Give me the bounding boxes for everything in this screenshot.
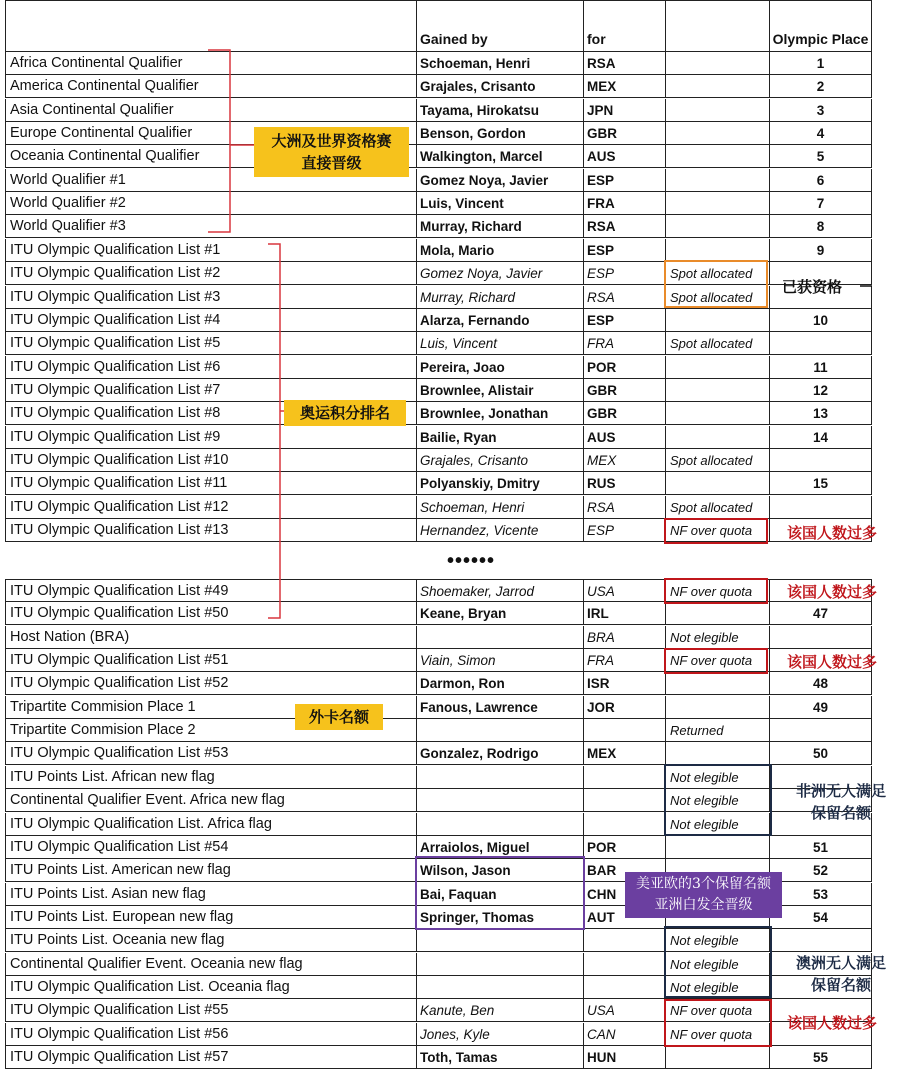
note-africa-line2: 保留名额 <box>810 804 871 822</box>
row-status: NF over quota <box>666 519 770 542</box>
row-label: ITU Olympic Qualification List #11 <box>5 472 417 495</box>
note-over-quota-13: 该国人数过多 <box>787 524 878 542</box>
row-label: ITU Points List. European new flag <box>5 906 417 929</box>
row-status: Returned <box>666 719 770 742</box>
row-label: ITU Olympic Qualification List #56 <box>5 1023 417 1046</box>
row-gained-by: Gonzalez, Rodrigo <box>417 742 584 765</box>
row-gained-by: Brownlee, Jonathan <box>417 402 584 425</box>
row-gained-by: Schoeman, Henri <box>417 496 584 519</box>
row-label: ITU Points List. Oceania new flag <box>5 929 417 952</box>
row-label: ITU Points List. American new flag <box>5 859 417 882</box>
callout-aae-line1: 美亚欧的3个保留名额 <box>636 876 771 892</box>
row-label: ITU Olympic Qualification List #13 <box>5 519 417 542</box>
row-olympic-place: 11 <box>770 356 872 379</box>
row-label: ITU Olympic Qualification List. Oceania flag <box>5 976 417 999</box>
row-olympic-place: 55 <box>770 1046 872 1069</box>
row-label: ITU Olympic Qualification List #53 <box>5 742 417 765</box>
row-olympic-place: 3 <box>770 99 872 122</box>
box-spot-allocated <box>664 260 768 308</box>
note-over-quota-51: 该国人数过多 <box>787 653 878 671</box>
row-for: JPN <box>584 99 666 122</box>
row-status: Not elegible <box>666 929 770 952</box>
row-gained-by: Gomez Noya, Javier <box>417 169 584 192</box>
row-label: Asia Continental Qualifier <box>5 99 417 122</box>
row-label: ITU Olympic Qualification List #5 <box>5 332 417 355</box>
row-label: Tripartite Commision Place 2 <box>5 719 417 742</box>
row-olympic-place: 53 <box>770 883 872 906</box>
row-status: NF over quota <box>666 1023 770 1046</box>
row-status: Spot allocated <box>666 332 770 355</box>
box-oceania <box>664 926 772 998</box>
row-for: GBR <box>584 122 666 145</box>
row-for: FRA <box>584 332 666 355</box>
row-for: RSA <box>584 496 666 519</box>
row-gained-by: Bailie, Ryan <box>417 426 584 449</box>
row-gained-by: Bai, Faquan <box>417 883 584 906</box>
row-for: ESP <box>584 239 666 262</box>
row-olympic-place: 12 <box>770 379 872 402</box>
bracket-ranking <box>268 244 280 618</box>
row-label: Africa Continental Qualifier <box>5 52 417 75</box>
row-status: Spot allocated <box>666 262 770 285</box>
row-status: Spot allocated <box>666 449 770 472</box>
row-for: AUS <box>584 426 666 449</box>
row-status: Spot allocated <box>666 496 770 519</box>
row-for: AUS <box>584 145 666 168</box>
row-olympic-place: 15 <box>770 472 872 495</box>
row-label: Continental Qualifier Event. Oceania new flag <box>5 953 417 976</box>
row-for: CAN <box>584 1023 666 1046</box>
row-olympic-place: 10 <box>770 309 872 332</box>
row-for: MEX <box>584 75 666 98</box>
row-gained-by: Grajales, Crisanto <box>417 449 584 472</box>
row-gained-by: Walkington, Marcel <box>417 145 584 168</box>
row-gained-by: Alarza, Fernando <box>417 309 584 332</box>
row-label: ITU Olympic Qualification List #49 <box>5 579 417 602</box>
note-africa-line1: 非洲无人满足 <box>795 782 886 800</box>
note-already-qualified: 已获资格 <box>782 278 843 296</box>
note-africa <box>782 780 900 824</box>
row-label: World Qualifier #1 <box>5 169 417 192</box>
row-gained-by: Springer, Thomas <box>417 906 584 929</box>
row-label: ITU Olympic Qualification List #9 <box>5 426 417 449</box>
row-label: World Qualifier #2 <box>5 192 417 215</box>
box-over-quota-55-56 <box>664 999 772 1047</box>
row-label: ITU Olympic Qualification List #1 <box>5 239 417 262</box>
row-status: NF over quota <box>666 999 770 1022</box>
row-gained-by: Arraiolos, Miguel <box>417 836 584 859</box>
row-gained-by: Jones, Kyle <box>417 1023 584 1046</box>
row-olympic-place: 7 <box>770 192 872 215</box>
row-gained-by: Schoeman, Henri <box>417 52 584 75</box>
row-status: Not elegible <box>666 976 770 999</box>
note-oceania-line1: 澳洲无人满足 <box>795 954 886 972</box>
row-label: ITU Olympic Qualification List #8 <box>5 402 417 425</box>
row-for: BRA <box>584 626 666 649</box>
row-gained-by: Benson, Gordon <box>417 122 584 145</box>
row-gained-by: Murray, Richard <box>417 286 584 309</box>
row-label: Host Nation (BRA) <box>5 626 417 649</box>
row-for: ESP <box>584 519 666 542</box>
row-olympic-place: 50 <box>770 742 872 765</box>
row-label: ITU Olympic Qualification List #3 <box>5 286 417 309</box>
row-label: Europe Continental Qualifier <box>5 122 417 145</box>
callout-continental-world-line2: 直接晋级 <box>301 154 362 172</box>
row-olympic-place: 54 <box>770 906 872 929</box>
row-for: HUN <box>584 1046 666 1069</box>
row-label: ITU Points List. Asian new flag <box>5 883 417 906</box>
callout-aae-line2: 亚洲白发全晋级 <box>654 897 753 913</box>
row-gained-by: Gomez Noya, Javier <box>417 262 584 285</box>
row-for: ESP <box>584 262 666 285</box>
row-label: Continental Qualifier Event. Africa new flag <box>5 789 417 812</box>
row-for: USA <box>584 579 666 602</box>
row-status: Not elegible <box>666 813 770 836</box>
row-for: JOR <box>584 696 666 719</box>
row-label: ITU Olympic Qualification List #2 <box>5 262 417 285</box>
row-for: GBR <box>584 379 666 402</box>
row-for: RSA <box>584 286 666 309</box>
row-label: ITU Olympic Qualification List #6 <box>5 356 417 379</box>
row-for: FRA <box>584 649 666 672</box>
row-for: RUS <box>584 472 666 495</box>
box-over-quota-13 <box>664 518 768 544</box>
header-olympic-place: Olympic Place <box>770 0 872 52</box>
row-for: CHN <box>584 883 666 906</box>
row-gained-by: Fanous, Lawrence <box>417 696 584 719</box>
row-label: ITU Olympic Qualification List #51 <box>5 649 417 672</box>
row-gained-by: Kanute, Ben <box>417 999 584 1022</box>
row-olympic-place: 52 <box>770 859 872 882</box>
row-gained-by: Darmon, Ron <box>417 672 584 695</box>
row-for: RSA <box>584 215 666 238</box>
row-gained-by: Toth, Tamas <box>417 1046 584 1069</box>
callout-wildcard: 外卡名额 <box>295 704 383 730</box>
box-africa <box>664 764 772 836</box>
row-label: World Qualifier #3 <box>5 215 417 238</box>
row-status: Not elegible <box>666 766 770 789</box>
row-label: ITU Olympic Qualification List #50 <box>5 602 417 625</box>
row-status: Not elegible <box>666 953 770 976</box>
row-label: America Continental Qualifier <box>5 75 417 98</box>
row-gained-by: Shoemaker, Jarrod <box>417 579 584 602</box>
row-olympic-place: 5 <box>770 145 872 168</box>
row-olympic-place: 47 <box>770 602 872 625</box>
note-oceania <box>782 952 900 996</box>
row-gained-by: Tayama, Hirokatsu <box>417 99 584 122</box>
row-olympic-place: 51 <box>770 836 872 859</box>
callout-olympic-ranking: 奥运积分排名 <box>284 400 406 426</box>
row-for: USA <box>584 999 666 1022</box>
row-olympic-place: 49 <box>770 696 872 719</box>
row-gained-by: Pereira, Joao <box>417 356 584 379</box>
row-gained-by: Hernandez, Vicente <box>417 519 584 542</box>
row-for: ISR <box>584 672 666 695</box>
row-label: Tripartite Commision Place 1 <box>5 696 417 719</box>
row-status: Not elegible <box>666 789 770 812</box>
row-status: NF over quota <box>666 649 770 672</box>
row-for: BAR <box>584 859 666 882</box>
row-gained-by: Viain, Simon <box>417 649 584 672</box>
note-over-quota-55-56: 该国人数过多 <box>787 1014 878 1032</box>
row-olympic-place: 4 <box>770 122 872 145</box>
row-gained-by: Murray, Richard <box>417 215 584 238</box>
row-gained-by: Mola, Mario <box>417 239 584 262</box>
row-label: Oceania Continental Qualifier <box>5 145 417 168</box>
bracket-continental <box>208 50 230 232</box>
row-olympic-place: 1 <box>770 52 872 75</box>
callout-continental-world <box>254 127 409 177</box>
row-label: ITU Olympic Qualification List #54 <box>5 836 417 859</box>
row-for: FRA <box>584 192 666 215</box>
note-over-quota-49: 该国人数过多 <box>787 583 878 601</box>
row-gained-by: Luis, Vincent <box>417 332 584 355</box>
row-for: MEX <box>584 449 666 472</box>
row-for: POR <box>584 836 666 859</box>
row-label: ITU Olympic Qualification List #52 <box>5 672 417 695</box>
row-olympic-place: 6 <box>770 169 872 192</box>
ellipsis: •••••• <box>447 550 496 572</box>
row-gained-by: Luis, Vincent <box>417 192 584 215</box>
row-olympic-place: 2 <box>770 75 872 98</box>
row-olympic-place: 9 <box>770 239 872 262</box>
note-oceania-line2: 保留名额 <box>810 976 871 994</box>
row-olympic-place: 48 <box>770 672 872 695</box>
header-for: for <box>584 0 666 52</box>
row-for: IRL <box>584 602 666 625</box>
row-for: MEX <box>584 742 666 765</box>
row-for: POR <box>584 356 666 379</box>
row-label: ITU Olympic Qualification List #12 <box>5 496 417 519</box>
row-for: ESP <box>584 309 666 332</box>
box-over-quota-51 <box>664 648 768 674</box>
row-status: Not elegible <box>666 626 770 649</box>
row-for: RSA <box>584 52 666 75</box>
row-gained-by: Polyanskiy, Dmitry <box>417 472 584 495</box>
row-gained-by: Keane, Bryan <box>417 602 584 625</box>
row-olympic-place: 8 <box>770 215 872 238</box>
row-label: ITU Olympic Qualification List #55 <box>5 999 417 1022</box>
row-for: ESP <box>584 169 666 192</box>
row-label: ITU Olympic Qualification List #10 <box>5 449 417 472</box>
row-status: NF over quota <box>666 579 770 602</box>
row-gained-by: Wilson, Jason <box>417 859 584 882</box>
row-gained-by: Grajales, Crisanto <box>417 75 584 98</box>
header-gained-by: Gained by <box>417 0 584 52</box>
row-label: ITU Olympic Qualification List #4 <box>5 309 417 332</box>
box-over-quota-49 <box>664 578 768 604</box>
row-gained-by: Brownlee, Alistair <box>417 379 584 402</box>
callout-continental-world-line1: 大洲及世界资格赛 <box>271 132 392 150</box>
row-label: ITU Olympic Qualification List #7 <box>5 379 417 402</box>
row-status: Spot allocated <box>666 286 770 309</box>
row-for: GBR <box>584 402 666 425</box>
row-olympic-place: 13 <box>770 402 872 425</box>
box-americas-asia-europe <box>415 856 585 930</box>
row-label: ITU Olympic Qualification List #57 <box>5 1046 417 1069</box>
row-olympic-place: 14 <box>770 426 872 449</box>
row-label: ITU Olympic Qualification List. Africa flag <box>5 813 417 836</box>
row-label: ITU Points List. African new flag <box>5 766 417 789</box>
row-for: AUT <box>584 906 666 929</box>
callout-americas-asia-europe <box>625 872 782 918</box>
